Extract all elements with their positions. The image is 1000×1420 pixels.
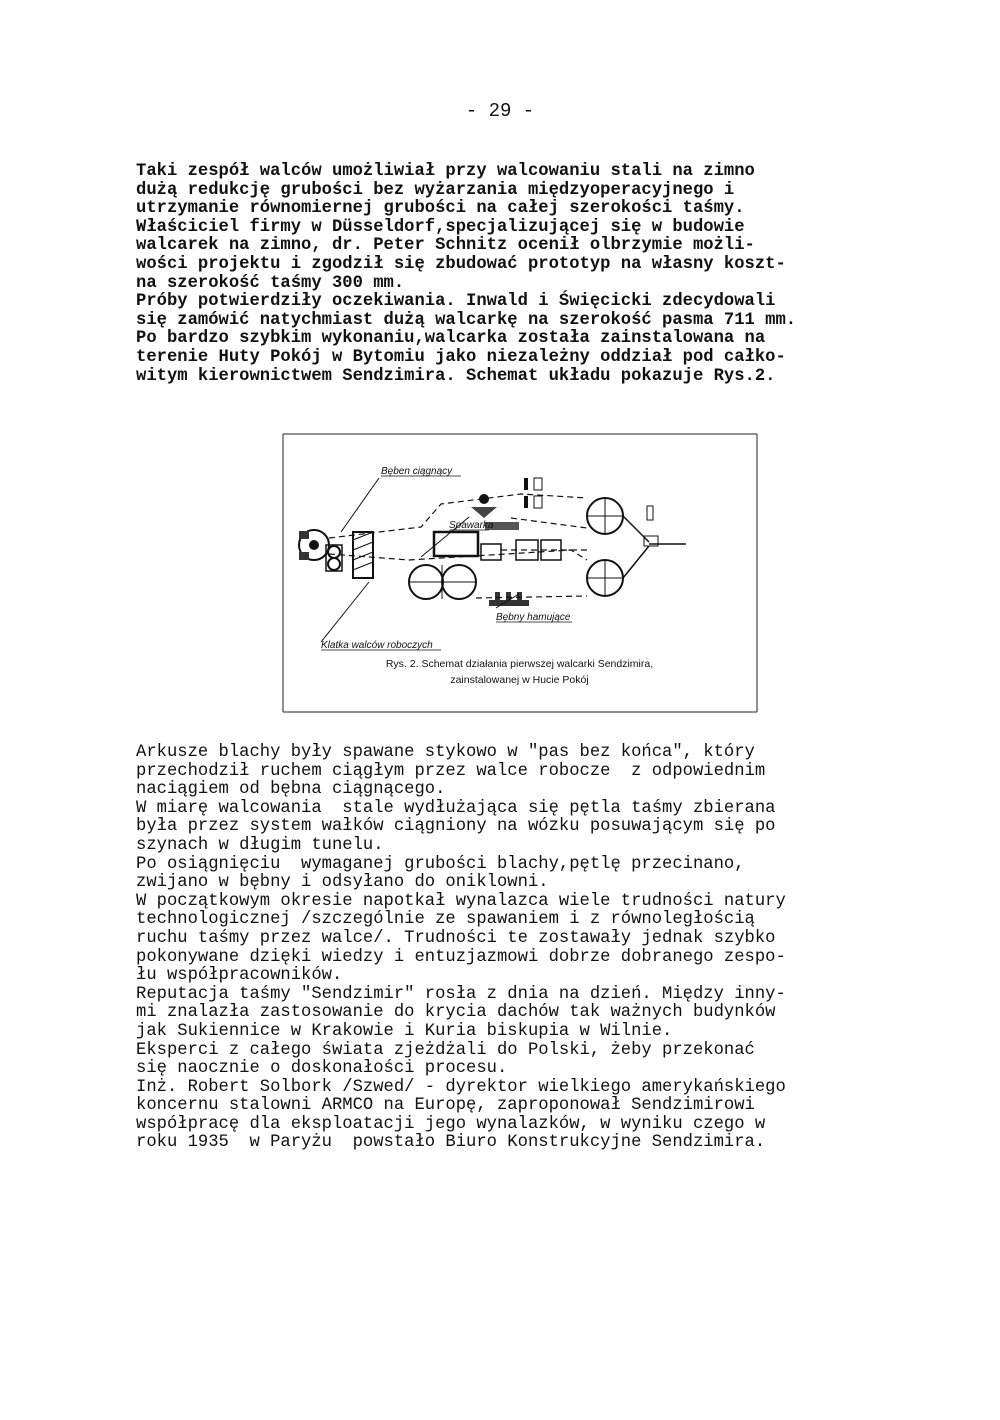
text-line: Próby potwierdziły oczekiwania. Inwald i Święcicki zdecydowali	[136, 292, 776, 312]
text-line: Reputacja taśmy "Sendzimir" rosła z dnia na dzień. Między inny-	[136, 984, 786, 1004]
figure-caption-text: Schemat działania pierwszej walcarki Sendzimira,	[421, 658, 654, 670]
text-line: Taki zespół walców umożliwiał przy walcowaniu stali na zimno	[136, 162, 755, 181]
text-line: Po bardzo szybkim wykonaniu,walcarka została zainstalowana na	[136, 329, 766, 349]
figure-caption-line-1	[281, 658, 758, 670]
text-line: roku 1935 w Paryżu powstało Biuro Konstrukcyjne Sendzimira.	[136, 1133, 766, 1153]
text-line: witym kierownictwem Sendzimira. Schemat układu pokazuje Rys.2.	[136, 366, 776, 386]
text-line: szynach w długim tunelu.	[136, 835, 384, 855]
figure-rys-2	[281, 432, 758, 714]
text-line: współpracę dla eksploatacji jego wynalazków, w wyniku czego w	[136, 1114, 766, 1134]
text-line: mi znalazła zastosowanie do krycia dachów tak ważnych budynków	[136, 1003, 776, 1023]
text-line: łu współpracowników.	[136, 966, 343, 986]
paragraph-bottom	[136, 744, 886, 1153]
pulling-drum	[471, 478, 542, 518]
page-number: - 29 -	[465, 100, 535, 122]
text-line: wości projektu i zgodził się zbudować prototyp na własny koszt-	[136, 254, 786, 274]
text-line: W miarę walcowania stale wydłużająca się pętla taśmy zbierana	[136, 798, 776, 818]
paragraph-top	[136, 163, 886, 386]
text-line: utrzymanie równomiernej grubości na całej szerokości taśmy.	[136, 199, 745, 219]
text-line: dużą redukcję grubości bez wyżarzania międzyoperacyjnego i	[136, 180, 735, 200]
text-line: technologicznej /szczególnie ze spawaniem i z równoległością	[136, 910, 755, 930]
text-line: Arkusze blachy były spawane stykowo w "pas bez końca", który	[136, 743, 755, 762]
text-line: się naocznie o doskonałości procesu.	[136, 1059, 508, 1079]
text-line: pokonywane dzięki wiedzy i entuzjazmowi dobrze dobranego zespo-	[136, 947, 786, 967]
brake-drums	[409, 565, 529, 606]
text-line: jak Sukiennice w Krakowie i Kuria biskupia w Wilnie.	[136, 1021, 673, 1041]
text-line: ruchu taśmy przez walce/. Trudności te zostawały jednak szybko	[136, 928, 776, 948]
label-bebny-hamujace: Bębny hamujące	[496, 612, 571, 623]
text-line: W początkowym okresie napotkał wynalazca wiele trudności natury	[136, 891, 786, 911]
text-line: walcarek na zimno, dr. Peter Schnitz ocenił olbrzymie możli-	[136, 236, 755, 256]
figure-caption-line-2: zainstalowanej w Hucie Pokój	[450, 674, 589, 686]
text-line: Eksperci z całego świata zjeżdżali do Polski, żeby przekonać	[136, 1040, 755, 1060]
uncoiler-drum	[299, 530, 329, 560]
text-line: Po osiągnięciu wymaganej grubości blachy,pętlę przecinano,	[136, 854, 745, 874]
label-spawarka: Spawarka	[449, 520, 494, 531]
text-line: się zamówić natychmiast dużą walcarkę na szerokość pasma 711 mm.	[136, 310, 797, 330]
text-line: koncernu stalowni ARMCO na Europę, zaproponował Sendzimirowi	[136, 1096, 755, 1116]
loop-carriage	[587, 498, 686, 596]
text-line: na szerokość taśmy 300 mm.	[136, 273, 405, 293]
text-line: zwijano w bębny i odsyłano do oniklowni.	[136, 873, 549, 893]
text-line: naciągiem od bębna ciągnącego.	[136, 780, 446, 800]
text-line: terenie Huty Pokój w Bytomiu jako niezależny oddział pod całko-	[136, 347, 786, 367]
text-line: była przez system wałków ciągniony na wózku posuwającym się po	[136, 817, 776, 837]
text-line: Właściciel firmy w Düsseldorf,specjalizującej się w budowie	[136, 217, 745, 237]
figure-caption-prefix: Rys. 2.	[385, 658, 419, 670]
text-line: Inż. Robert Solbork /Szwed/ - dyrektor wielkiego amerykańskiego	[136, 1077, 786, 1097]
label-beben-ciagnacy: Bęben ciągnący	[381, 466, 453, 477]
label-klatka-walcow: Klatka walców roboczych	[321, 640, 433, 651]
text-line: przechodził ruchem ciągłym przez walce robocze z odpowiednim	[136, 761, 766, 781]
schematic-diagram	[281, 432, 758, 714]
